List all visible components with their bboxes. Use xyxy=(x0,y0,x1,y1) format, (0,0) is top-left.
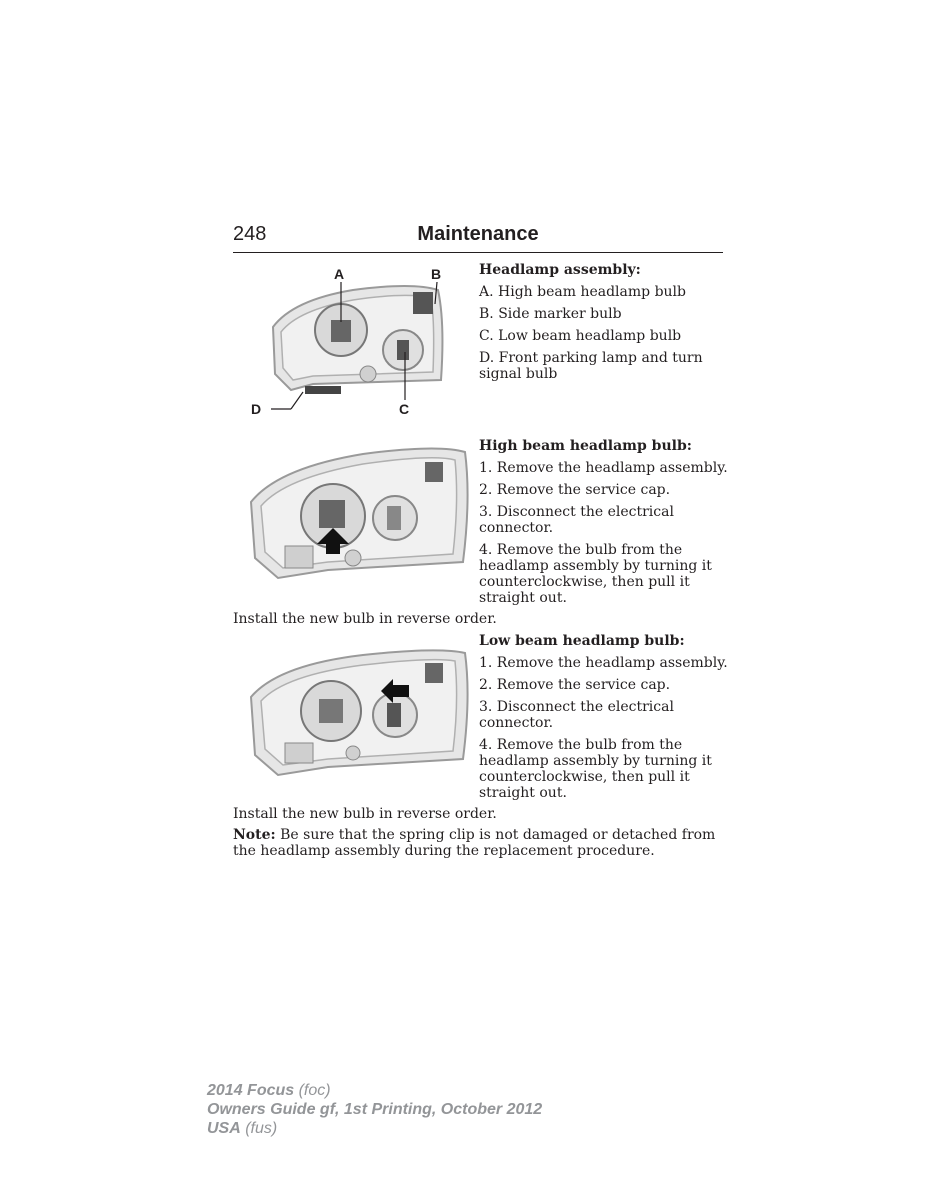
low-beam-section xyxy=(479,633,729,807)
note-label: Note: xyxy=(233,827,276,843)
high-beam-install: Install the new bulb in reverse order. xyxy=(233,611,497,627)
low-beam-step: 3. Disconnect the electrical connector. xyxy=(479,699,674,731)
footer-model-code: (foc) xyxy=(294,1082,331,1099)
assembly-section xyxy=(479,262,729,388)
assembly-item: D. Front parking lamp and turn signal bulb xyxy=(479,350,703,382)
page-header xyxy=(233,222,723,253)
callout-d: D xyxy=(251,401,262,417)
high-beam-illustration xyxy=(233,440,473,590)
assembly-heading: Headlamp assembly: xyxy=(479,262,641,278)
high-beam-step: 1. Remove the headlamp assembly. xyxy=(479,460,728,476)
high-beam-section xyxy=(479,438,729,612)
low-beam-step: 4. Remove the bulb from the headlamp assembly by turning it counterclockwise, then pull it straight out. xyxy=(479,737,712,801)
assembly-item: A. High beam headlamp bulb xyxy=(479,284,686,300)
footer-region-code: (fus) xyxy=(240,1120,278,1137)
high-beam-step: 2. Remove the service cap. xyxy=(479,482,671,498)
high-beam-step: 3. Disconnect the electrical connector. xyxy=(479,504,674,536)
low-beam-step: 2. Remove the service cap. xyxy=(479,677,671,693)
note-text: Be sure that the spring clip is not damaged or detached from the headlamp assembly during the replacement procedure. xyxy=(233,827,716,859)
note-paragraph xyxy=(233,827,727,859)
low-beam-figure xyxy=(233,645,473,785)
low-beam-step: 1. Remove the headlamp assembly. xyxy=(479,655,728,671)
assembly-item: C. Low beam headlamp bulb xyxy=(479,328,682,344)
footer-model: 2014 Focus xyxy=(207,1082,295,1099)
page-footer xyxy=(207,1081,542,1138)
low-beam-heading: Low beam headlamp bulb: xyxy=(479,633,685,649)
high-beam-step: 4. Remove the bulb from the headlamp assembly by turning it counterclockwise, then pull it straight out. xyxy=(479,542,712,606)
low-beam-illustration xyxy=(233,645,473,785)
page-number: 248 xyxy=(233,223,267,245)
footer-region: USA xyxy=(207,1120,241,1137)
assembly-item: B. Side marker bulb xyxy=(479,306,622,322)
callout-a: A xyxy=(334,266,345,282)
section-title: Maintenance xyxy=(417,223,539,245)
callout-c: C xyxy=(399,401,410,417)
headlamp-assembly-illustration xyxy=(233,262,473,422)
low-beam-install: Install the new bulb in reverse order. xyxy=(233,806,497,822)
headlamp-assembly-figure xyxy=(233,262,473,422)
high-beam-heading: High beam headlamp bulb: xyxy=(479,438,692,454)
footer-guide: Owners Guide gf, 1st Printing, October 2012 xyxy=(207,1101,543,1118)
high-beam-figure xyxy=(233,440,473,590)
callout-b: B xyxy=(431,266,442,282)
